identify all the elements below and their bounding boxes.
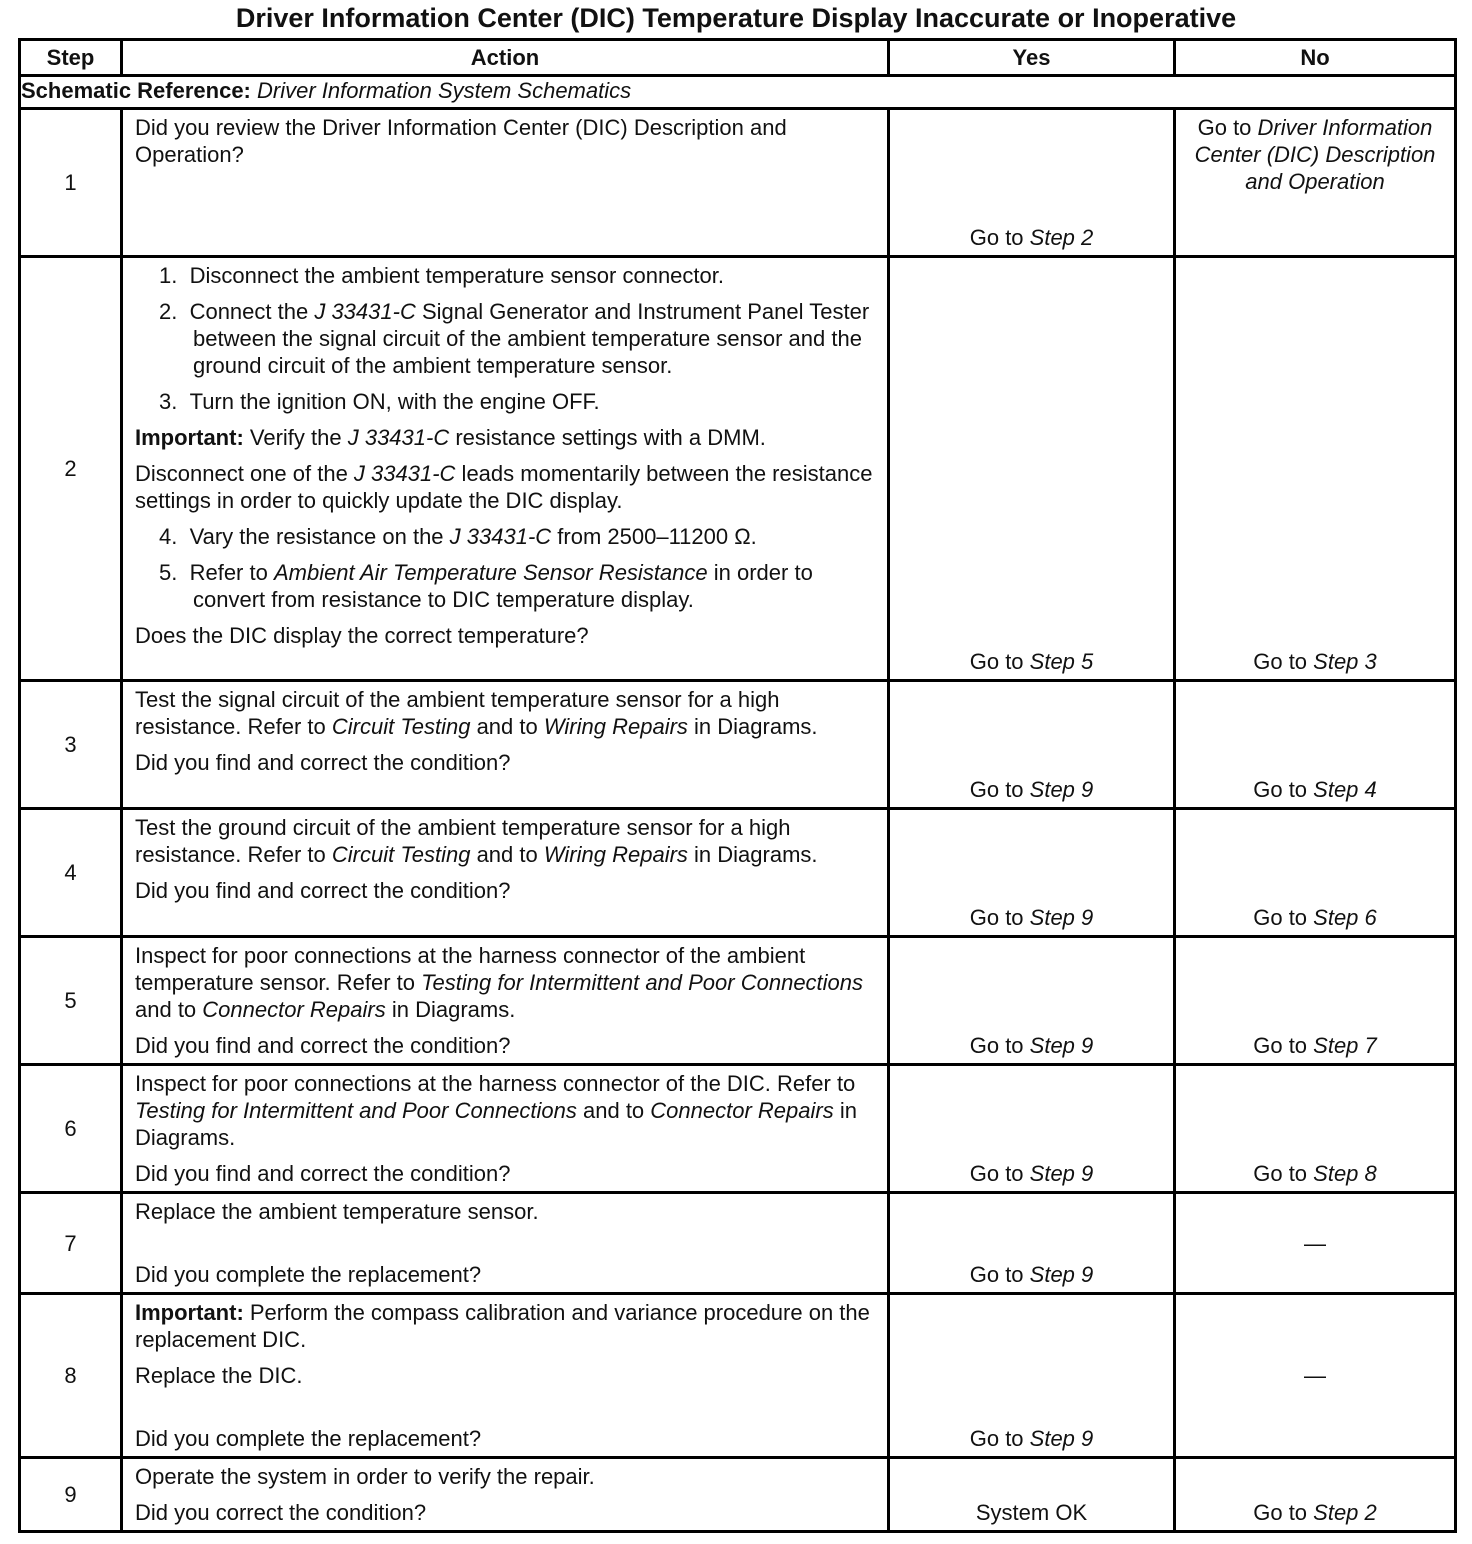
question-text: Did you complete the replacement? — [135, 1426, 482, 1451]
question-text: Did you find and correct the condition? — [135, 1033, 511, 1058]
step-link[interactable]: Step 6 — [1313, 905, 1377, 930]
action-cell — [122, 681, 889, 809]
reference-link[interactable]: Driver Information Center (DIC) Description and Operation — [1194, 115, 1436, 194]
reference-link[interactable]: Connector Repairs — [202, 997, 386, 1022]
action-cell — [122, 1193, 889, 1294]
yes-cell: Go to Step 9 — [889, 1193, 1175, 1294]
action-cell — [122, 109, 889, 257]
yes-cell: Go to Step 9 — [889, 937, 1175, 1065]
note-text: Disconnect one of the J 33431-C leads momentarily between the resistance settings in order to quickly update the DIC display. — [135, 461, 873, 513]
action-cell — [122, 1294, 889, 1458]
step-link[interactable]: Step 2 — [1313, 1500, 1377, 1525]
no-cell: Go to Driver Information Center (DIC) Description and Operation — [1175, 109, 1456, 257]
step-link[interactable]: Step 9 — [1029, 1161, 1094, 1186]
list-item: 3. Turn the ignition ON, with the engine OFF. — [159, 389, 600, 414]
action-text: Test the signal circuit of the ambient temperature sensor for a high resistance. Refer to Circuit Testing and to Wiring Repairs in Diagrams. — [135, 687, 818, 739]
yes-cell: System OK — [889, 1458, 1175, 1532]
schematic-label: Schematic Reference: — [21, 78, 251, 103]
table-row — [20, 109, 1456, 257]
list-item: 4. Vary the resistance on the J 33431-C from 2500–11200 Ω. — [159, 524, 757, 549]
step-link[interactable]: Step 2 — [1029, 225, 1094, 250]
table-row — [20, 257, 1456, 681]
step-link[interactable]: Step 9 — [1029, 1033, 1094, 1058]
reference-link[interactable]: Testing for Intermittent and Poor Connections — [135, 1098, 577, 1123]
header-step: Step — [20, 40, 122, 76]
action-cell — [122, 937, 889, 1065]
diagnostic-table — [18, 38, 1457, 1533]
tool-ref: J 33431-C — [314, 299, 416, 324]
no-cell: — — [1175, 1294, 1456, 1458]
question-text: Did you find and correct the condition? — [135, 750, 511, 775]
yes-cell: Go to Step 9 — [889, 1294, 1175, 1458]
header-action: Action — [122, 40, 889, 76]
action-cell — [122, 257, 889, 681]
yes-cell: Go to Step 9 — [889, 809, 1175, 937]
no-cell: Go to Step 3 — [1175, 257, 1456, 681]
no-cell: Go to Step 7 — [1175, 937, 1456, 1065]
step-number: 5 — [20, 937, 122, 1065]
header-no: No — [1175, 40, 1456, 76]
table-row — [20, 1458, 1456, 1532]
reference-link[interactable]: Ambient Air Temperature Sensor Resistance — [273, 560, 708, 585]
list-item: 2. Connect the J 33431-C Signal Generator and Instrument Panel Tester between the signal circuit of the ambient temperature sensor and the ground circuit of the ambient temperature sensor. — [159, 299, 870, 378]
reference-link[interactable]: Connector Repairs — [650, 1098, 834, 1123]
list-item: 1. Disconnect the ambient temperature sensor connector. — [159, 263, 724, 288]
no-cell: — — [1175, 1193, 1456, 1294]
yes-cell: Go to Step 5 — [889, 257, 1175, 681]
step-link[interactable]: Step 9 — [1029, 777, 1094, 802]
action-cell — [122, 1458, 889, 1532]
important-note: Important: Verify the J 33431-C resistance settings with a DMM. — [135, 425, 766, 450]
step-number: 4 — [20, 809, 122, 937]
table-row — [20, 1193, 1456, 1294]
action-text: Operate the system in order to verify the repair. — [135, 1464, 595, 1489]
schematic-link[interactable]: Driver Information System Schematics — [257, 78, 632, 103]
table-row — [20, 681, 1456, 809]
table-row — [20, 1294, 1456, 1458]
action-text: Replace the ambient temperature sensor. — [135, 1199, 539, 1224]
action-text: Inspect for poor connections at the harness connector of the DIC. Refer to Testing for Intermittent and Poor Connections and to Connector Repairs in Diagrams. — [135, 1071, 857, 1150]
step-link[interactable]: Step 8 — [1313, 1161, 1377, 1186]
no-cell: Go to Step 4 — [1175, 681, 1456, 809]
schematic-reference-row — [20, 76, 1456, 109]
action-cell — [122, 1065, 889, 1193]
step-number: 8 — [20, 1294, 122, 1458]
table-row — [20, 937, 1456, 1065]
no-cell: Go to Step 6 — [1175, 809, 1456, 937]
important-note: Important: Perform the compass calibration and variance procedure on the replacement DIC. — [135, 1300, 870, 1352]
reference-link[interactable]: Circuit Testing — [331, 714, 471, 739]
reference-link[interactable]: Wiring Repairs — [543, 842, 688, 867]
question-text: Does the DIC display the correct temperature? — [135, 623, 589, 648]
header-row — [20, 40, 1456, 76]
table-row — [20, 809, 1456, 937]
header-yes: Yes — [889, 40, 1175, 76]
step-link[interactable]: Step 9 — [1029, 1262, 1094, 1287]
question-text: Did you find and correct the condition? — [135, 1161, 511, 1186]
no-cell: Go to Step 2 — [1175, 1458, 1456, 1532]
step-link[interactable]: Step 3 — [1313, 649, 1377, 674]
action-text: Inspect for poor connections at the harness connector of the ambient temperature sensor. Refer to Testing for Intermittent and Poor Connections and to Connector Repairs in Diagrams. — [135, 943, 864, 1022]
question-text: Did you complete the replacement? — [135, 1262, 482, 1287]
list-item: 5. Refer to Ambient Air Temperature Sensor Resistance in order to convert from resistance to DIC temperature display. — [159, 560, 813, 612]
reference-link[interactable]: Testing for Intermittent and Poor Connections — [421, 970, 864, 995]
yes-cell: Go to Step 2 — [889, 109, 1175, 257]
yes-cell: Go to Step 9 — [889, 1065, 1175, 1193]
yes-cell: Go to Step 9 — [889, 681, 1175, 809]
action-text: Test the ground circuit of the ambient temperature sensor for a high resistance. Refer to Circuit Testing and to Wiring Repairs in Diagrams. — [135, 815, 818, 867]
page-title: Driver Information Center (DIC) Temperature Display Inaccurate or Inoperative — [235, 3, 1237, 33]
step-number: 3 — [20, 681, 122, 809]
step-number: 7 — [20, 1193, 122, 1294]
step-number: 2 — [20, 257, 122, 681]
step-link[interactable]: Step 5 — [1029, 649, 1094, 674]
action-text: Replace the DIC. — [135, 1363, 303, 1388]
step-link[interactable]: Step 9 — [1029, 905, 1094, 930]
reference-link[interactable]: Wiring Repairs — [543, 714, 688, 739]
schematic-reference — [20, 76, 1456, 109]
table-row — [20, 1065, 1456, 1193]
step-link[interactable]: Step 7 — [1313, 1033, 1377, 1058]
question-text: Did you find and correct the condition? — [135, 878, 511, 903]
step-number: 1 — [20, 109, 122, 257]
step-number: 9 — [20, 1458, 122, 1532]
step-number: 6 — [20, 1065, 122, 1193]
question-text: Did you review the Driver Information Center (DIC) Description and Operation? — [135, 115, 787, 167]
reference-link[interactable]: Circuit Testing — [331, 842, 471, 867]
step-link[interactable]: Step 9 — [1029, 1426, 1094, 1451]
step-link[interactable]: Step 4 — [1313, 777, 1377, 802]
question-text: Did you correct the condition? — [135, 1500, 427, 1525]
no-cell: Go to Step 8 — [1175, 1065, 1456, 1193]
action-cell — [122, 809, 889, 937]
